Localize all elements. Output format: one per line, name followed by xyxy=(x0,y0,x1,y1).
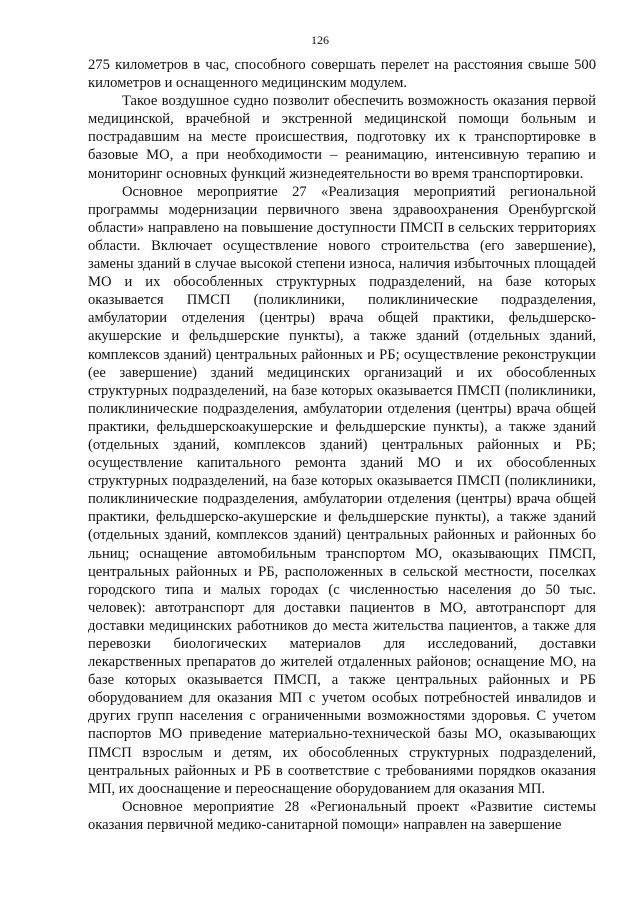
page-number: 126 xyxy=(311,33,329,47)
paragraph-continuation: 275 километров в час, способного совершать перелет на расстояния свыше 500 километров и оснащенного медицинским модулем. xyxy=(88,57,596,92)
paragraph-measure-28: Основное мероприятие 28 «Региональный проект «Развитие системы оказания первичной медико-санитарной помощи» направлен на завершение xyxy=(88,798,596,833)
paragraph-aircraft: Такое воздушное судно позволит обеспечить возможность оказания первой медицинской, врачебной и экстренной медицинской помощи больным и пострадавшим на месте происшествия, подготовку их к транспортировке в базовые МО, а при необходимости – реанимацию, интенсивную терапию и мониторинг основных функций жизнедеятельности во время транспортировки. xyxy=(88,93,596,182)
paragraph-measure-27: Основное мероприятие 27 «Реализация мероприятий региональной программы модернизации первичного звена здравоохранения Оренбургской области» направлено на повышение доступности ПМСП в сельских территориях области. Включает осуществление нового строительства (его завершение), замены зданий в случае высокой степени износа, наличия избыточных площадей МО и их обособленных структурных подразделений, на базе которых оказывается ПМСП (поликлиники, поликлинические подразделения, амбулатории отделения (центры) врача общей практики, фельдшерско-акушерские и фельдшерские пункты), а также зданий (отдельных зданий, комплексов зданий) центральных районных и РБ; осуществление реконструкции (ее завершение) зданий медицинских организаций и их обособленных структурных подразделений, на базе которых оказывается ПМСП (поликлиники, поликлинические подразделения, амбулатории отделения (центры) врача общей практики, фельдшерскоакушерские и фельдшерские пункты), а также зданий (отдельных зданий, комплексов зданий) центральных районных и РБ; осуществление капитального ремонта зданий МО и их обособленных структурных подразделений, на базе которых оказывается ПМСП (поликлиники, поликлинические подразделения, амбулатории отделения (центры) врача общей практики, фельдшерско-акушерские и фельдшерские пункты), а также зданий (отдельных зданий, комплексов зданий) центральных районных и районных бо льниц; оснащение автомобильным транспортом МО, оказывающих ПМСП, центральных районных и РБ, расположенных в сельской местности, поселках городского типа и малых городах (с численностью населения до 50 тыс. человек): автотранспорт для доставки пациентов в МО, автотранспорт для доставки медицинских работников до места жительства пациентов, а также для перевозки биологических материалов для исследований, доставки лекарственных препаратов до жителей отдаленных районов; оснащение МО, на базе которых оказывается ПМСП, а также центральных районных и РБ оборудованием для оказания МП с учетом особых потребностей инвалидов и других групп населения с ограниченными возможностями здоровья. С учетом паспортов МО приведение материально-технической базы МО, оказывающих ПМСП взрослым и детям, их обособленных структурных подразделений, центральных районных и РБ в соответствие с требованиями порядков оказания МП, их дооснащение и переоснащение оборудованием для оказания МП. xyxy=(88,183,596,797)
document-body xyxy=(88,56,596,834)
